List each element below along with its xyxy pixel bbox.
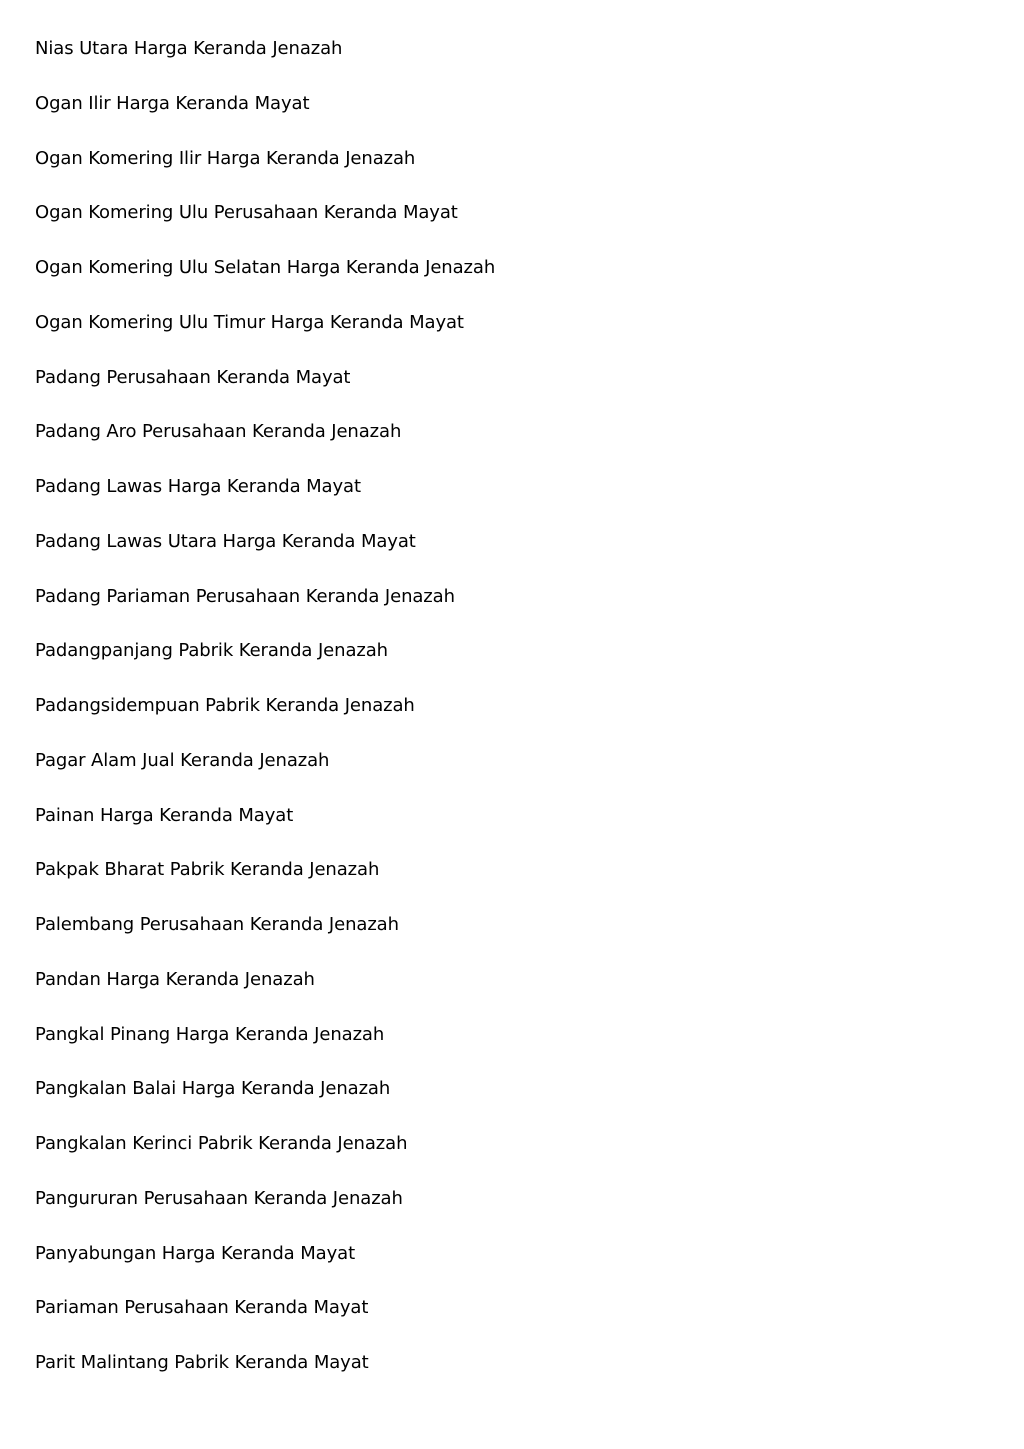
text-line: Ogan Ilir Harga Keranda Mayat — [35, 92, 310, 114]
text-line: Pariaman Perusahaan Keranda Mayat — [35, 1297, 369, 1319]
text-line: Pangkalan Balai Harga Keranda Jenazah — [35, 1078, 391, 1100]
text-line: Palembang Perusahaan Keranda Jenazah — [35, 914, 399, 935]
text-line: Pandan Harga Keranda Jenazah — [35, 968, 315, 990]
text-line: Pagar Alam Jual Keranda Jenazah — [35, 749, 330, 771]
text-line: Padang Aro Perusahaan Keranda Jenazah — [35, 421, 402, 443]
text-line: Ogan Komering Ulu Timur Harga Keranda Mayat — [35, 311, 464, 333]
text-line: Pangkal Pinang Harga Keranda Jenazah — [35, 1023, 385, 1045]
text-line: Painan Harga Keranda Mayat — [35, 804, 294, 826]
text-line: Pakpak Bharat Pabrik Keranda Jenazah — [35, 859, 380, 881]
text-line: Pangururan Perusahaan Keranda Jenazah — [35, 1187, 403, 1209]
text-line: Ogan Komering Ilir Harga Keranda Jenazah — [35, 147, 416, 169]
text-line: Padang Pariaman Perusahaan Keranda Jenazah — [35, 585, 455, 607]
text-line: Padangsidempuan Pabrik Keranda Jenazah — [35, 695, 415, 716]
text-line: Padang Perusahaan Keranda Mayat — [35, 366, 351, 388]
text-line: Ogan Komering Ulu Perusahaan Keranda Mayat — [35, 202, 458, 224]
text-line: Nias Utara Harga Keranda Jenazah — [35, 38, 343, 59]
text-line: Ogan Komering Ulu Selatan Harga Keranda Jenazah — [35, 257, 496, 278]
text-line: Padang Lawas Utara Harga Keranda Mayat — [35, 530, 416, 552]
text-lines-list — [35, 36, 975, 1405]
text-line: Panyabungan Harga Keranda Mayat — [35, 1242, 356, 1264]
text-line: Padangpanjang Pabrik Keranda Jenazah — [35, 640, 388, 662]
text-line: Pangkalan Kerinci Pabrik Keranda Jenazah — [35, 1133, 408, 1154]
text-line: Padang Lawas Harga Keranda Mayat — [35, 476, 361, 497]
text-line: Parit Malintang Pabrik Keranda Mayat — [35, 1352, 369, 1373]
